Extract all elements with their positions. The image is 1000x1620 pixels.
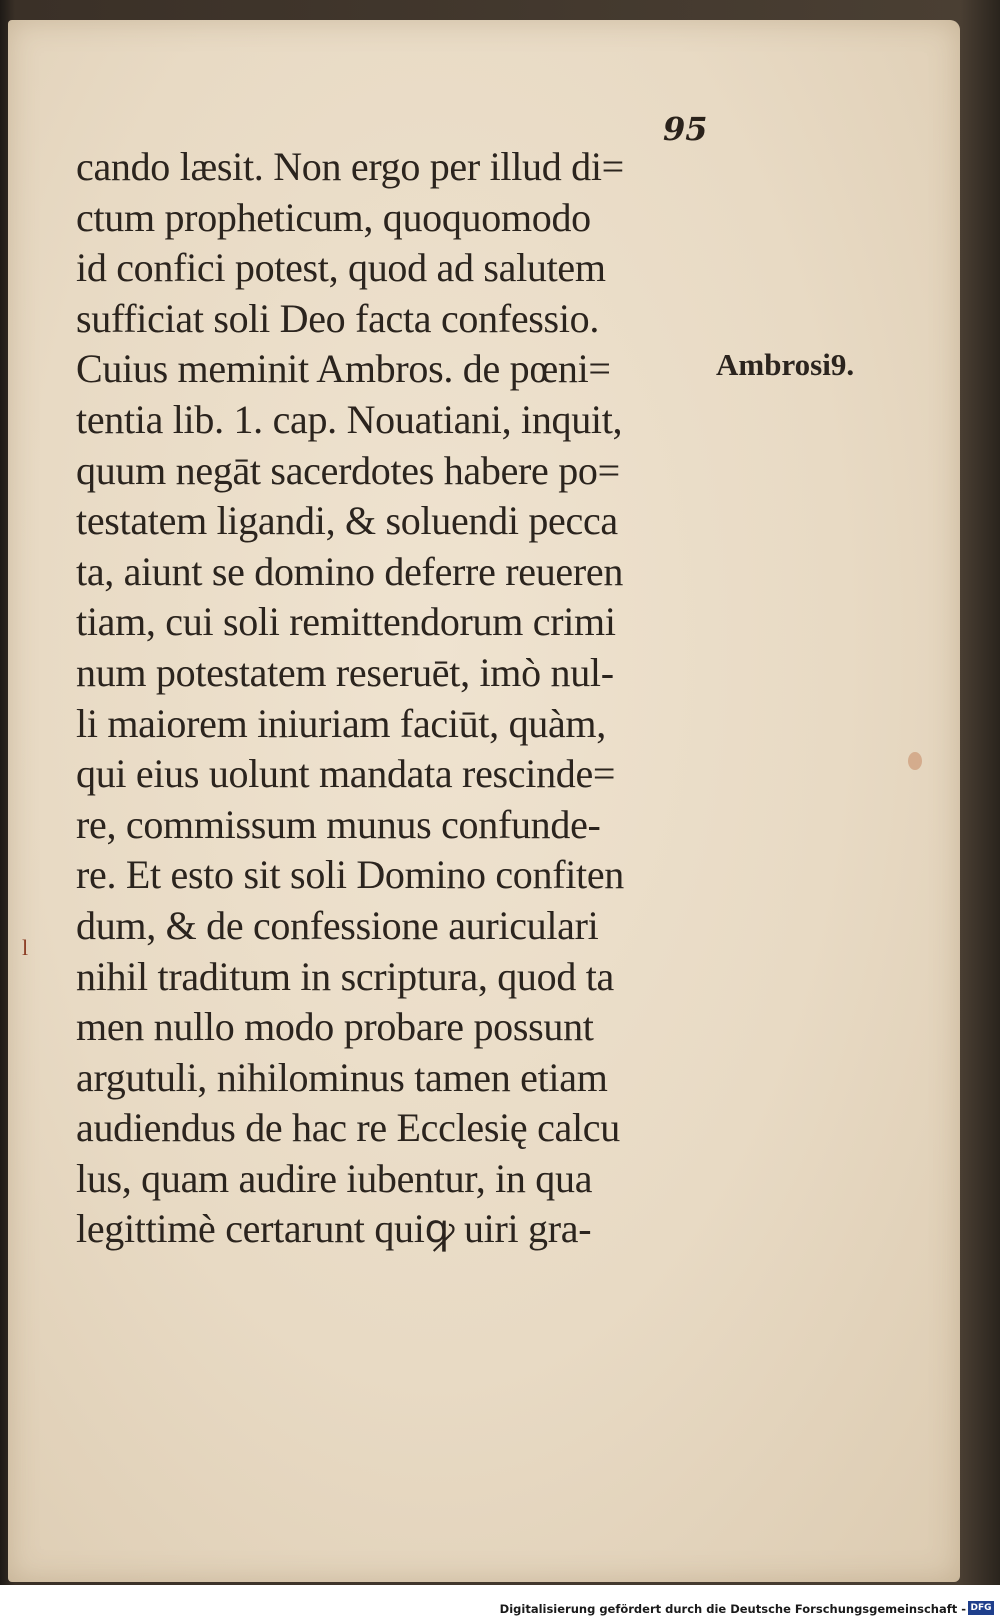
text-line: qui eius uolunt mandata rescinde= <box>76 751 616 797</box>
text-line: legittimè certarunt quiꝙ uiri gra- <box>76 1206 592 1252</box>
text-line: tiam, cui soli remittendorum crimi <box>76 599 616 645</box>
text-line: Cuius meminit Ambros. de pœni= <box>76 346 611 392</box>
dfg-logo-icon: DFG <box>968 1601 994 1615</box>
text-line: cando læsit. Non ergo per illud di= <box>76 144 624 189</box>
paper-stain <box>908 752 922 770</box>
text-line: re, commissum munus confunde- <box>76 801 601 847</box>
marginal-note: Ambrosi9. <box>716 347 855 382</box>
text-line: num potestatem reseruēt, imò nul- <box>76 649 614 695</box>
funding-credit: Digitalisierung gefördert durch die Deutsche Forschungsgemeinschaft - <box>499 1602 966 1616</box>
text-line: lus, quam audire iubentur, in qua <box>76 1155 593 1201</box>
text-line: dum, & de confessione auriculari <box>76 902 599 948</box>
text-line: quum negāt sacerdotes habere po= <box>76 447 620 493</box>
text-line: re. Et esto sit soli Domino confiten <box>76 852 625 898</box>
text-line: sufficiat soli Deo facta confessio. <box>76 295 600 341</box>
text-line: argutuli, nihilominus tamen etiam <box>76 1054 608 1100</box>
text-line: ctum propheticum, quoquomodo <box>76 194 591 240</box>
folio-number: 95 <box>663 110 708 148</box>
text-line: men nullo modo probare possunt <box>76 1004 594 1050</box>
text-line: id confici potest, quod ad salutem <box>76 245 606 291</box>
text-line: li maiorem iniuriam faciūt, quàm, <box>76 700 606 746</box>
text-line: ta, aiunt se domino deferre reueren <box>76 548 624 594</box>
main-text-block <box>76 142 716 1255</box>
text-line: nihil traditum in scriptura, quod ta <box>76 953 614 999</box>
text-line: tentia lib. 1. cap. Nouatiani, inquit, <box>76 396 623 442</box>
margin-mark: l <box>22 935 29 960</box>
text-line: audiendus de hac re Ecclesię calcu <box>76 1105 620 1151</box>
text-line: testatem ligandi, & soluendi pecca <box>76 498 618 544</box>
